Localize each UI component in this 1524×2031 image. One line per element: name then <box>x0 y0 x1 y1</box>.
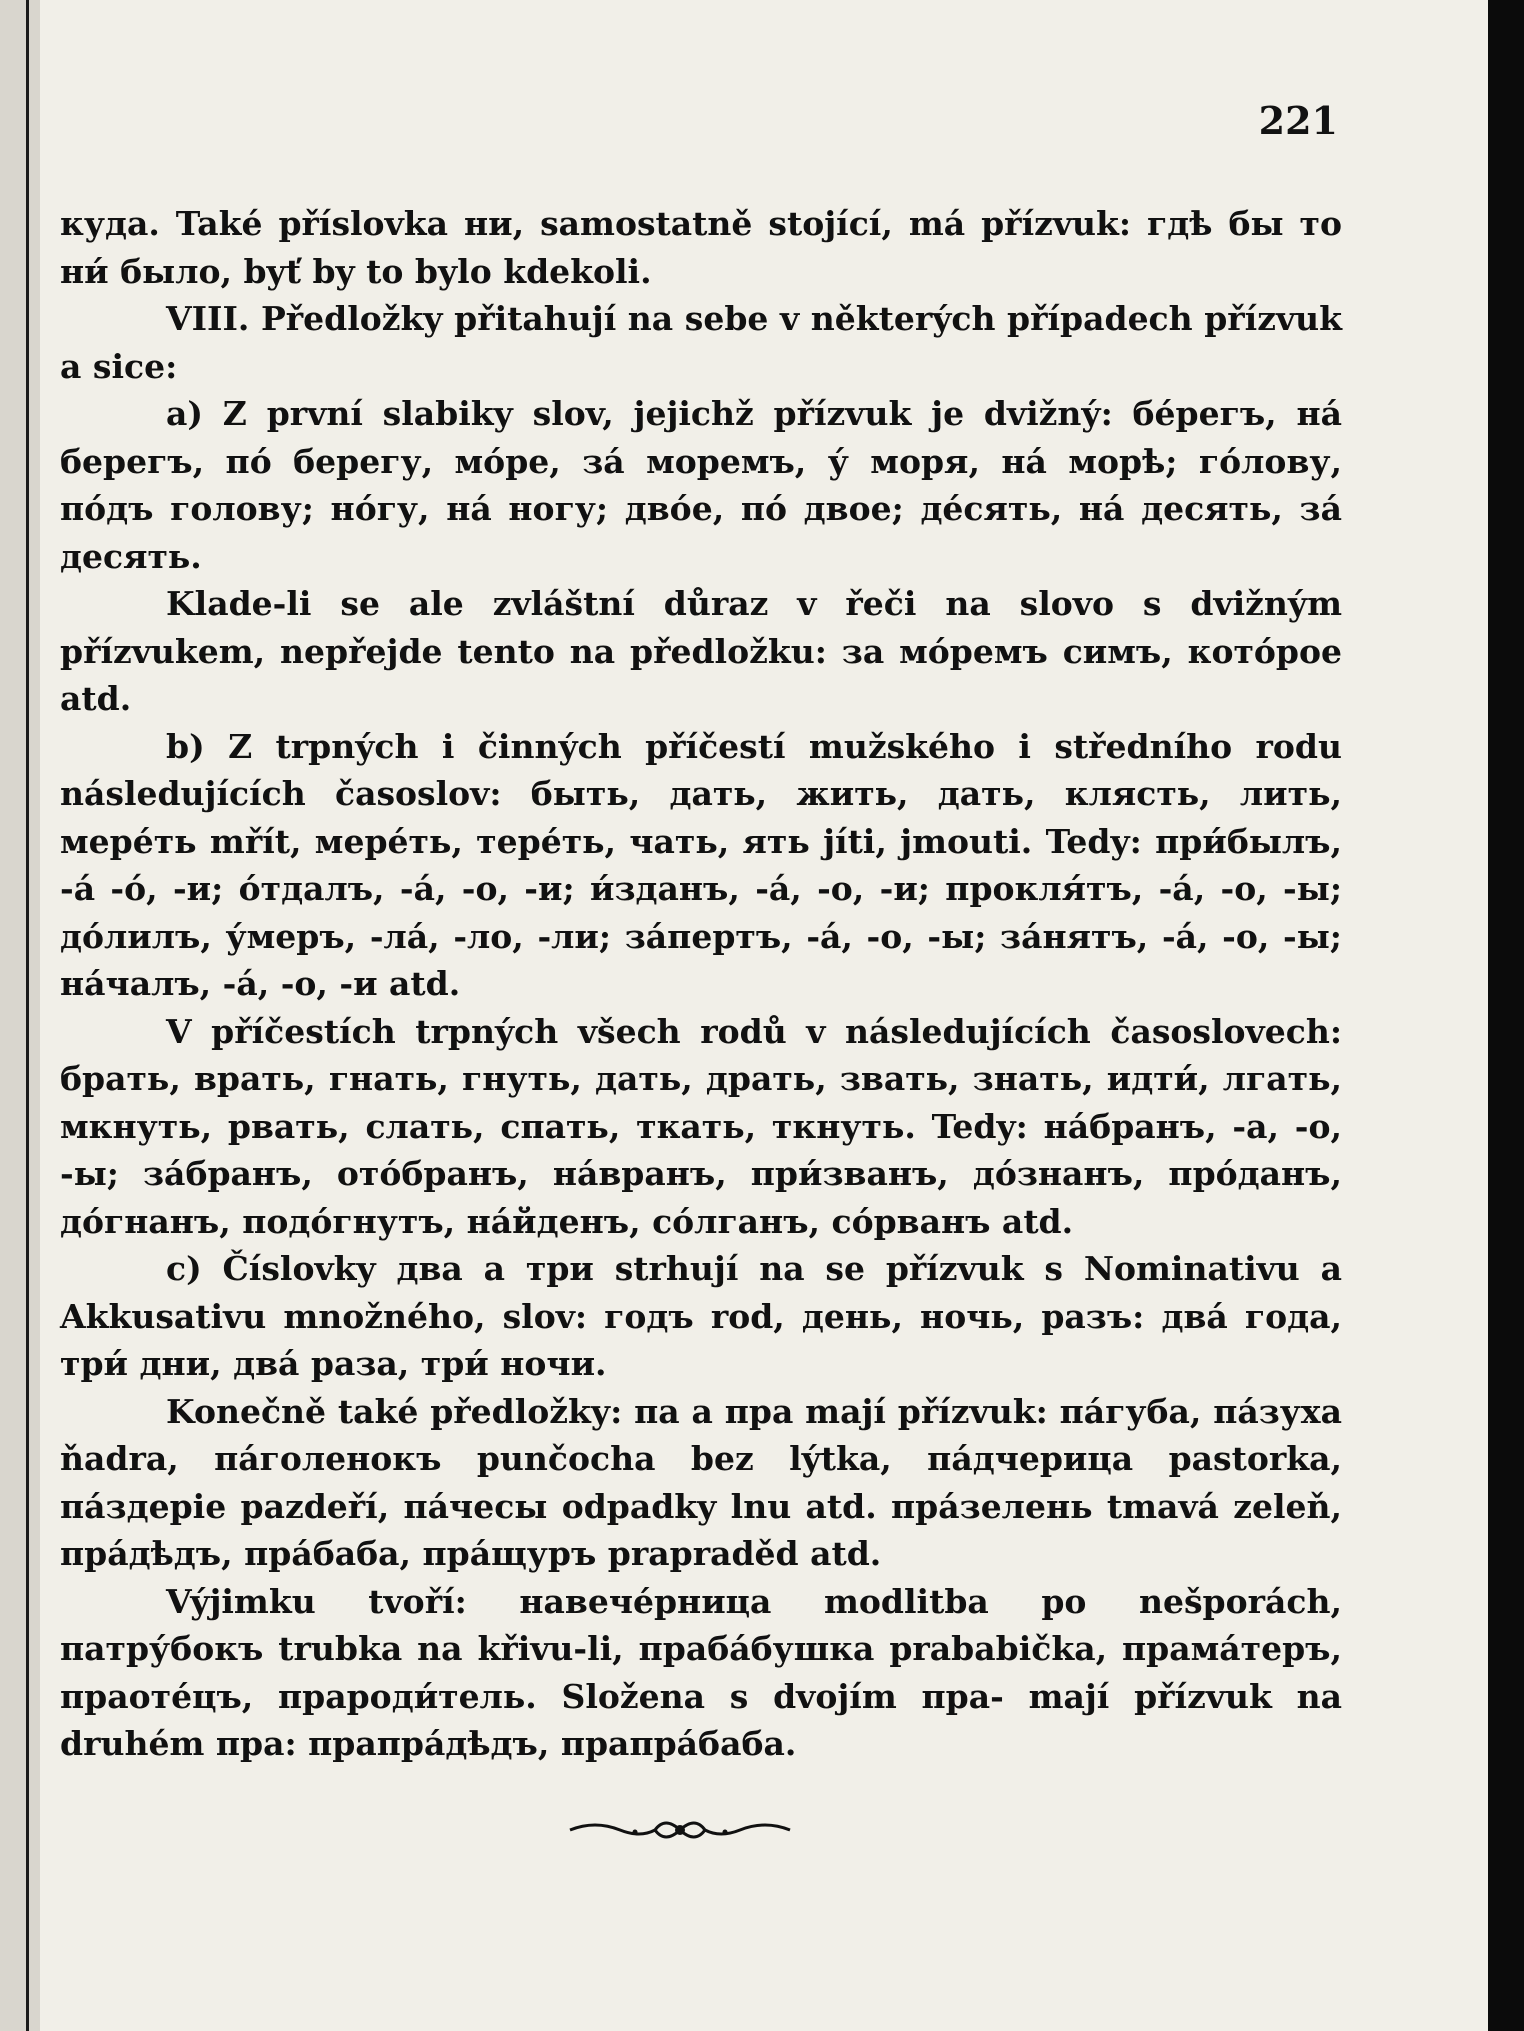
paragraph-emphasis-note: Klade-li se ale zvláštní důraz v řeči na slovo s dvižným přízvukem, nepřejde tento na předložku: за мо́ремъ симъ, кото́рое atd. <box>60 584 1342 718</box>
paragraph-continuation: куда. Také příslovka ни, samostatně stojící, má přízvuk: гдѣ бы то ни́ было, byť by to bylo kdekoli. <box>60 204 1342 291</box>
paragraph-c: c) Číslovky два a три strhují na se přízvuk s Nominativu a Akkusativu množného, slov: годъ rod, день, ночь, разъ: два́ года, три́ дни, два́ раза, три́ ночи. <box>60 1249 1342 1383</box>
page-gutter-line <box>26 0 29 2031</box>
paragraph-prefixes: Konečně také předložky: па a пра mají přízvuk: па́губа, па́зуха ňadra, па́голенокъ punčocha bez lýtka, па́дчерица pastorka, па́здерie pazdeří, па́чесы odpadky lnu atd. пра́зелень tmavá zeleň, пра́дѣдъ, пра́баба, пра́щуръ praprаděd atd. <box>60 1391 1342 1573</box>
paragraph-a: a) Z první slabiky slov, jejichž přízvuk je dvižný: бе́регъ, на́ берегъ, по́ берегу, мо́ре, за́ моремъ, у́ моря, на́ морѣ; го́лову, по́дъ голову; но́гу, на́ ногу; дво́е, по́ двое; де́сять, на́ десять, за́ десять. <box>60 394 1342 576</box>
body-text <box>60 200 1342 1768</box>
page-number: 221 <box>1258 98 1338 143</box>
decorative-swash-ornament-icon <box>565 1810 795 1850</box>
book-page <box>40 0 1488 2031</box>
paragraph-section-viii: VIII. Předložky přitahují na sebe v některých případech přízvuk a sice: <box>60 299 1342 386</box>
right-scan-border <box>1488 0 1524 2031</box>
facing-page-edge <box>0 0 40 2031</box>
paragraph-passive-participles: V příčestích trpných všech rodů v následujících časoslovech: брать, врать, гнать, гнуть, дать, драть, звать, знать, идти́, лгать, мкнуть, рвать, слать, спать, ткать, ткнуть. Tedy: на́бранъ, -а, -о, -ы; за́бранъ, ото́бранъ, на́вранъ, при́званъ, до́знанъ, про́данъ, до́гнанъ, подо́гнутъ, на́йденъ, со́лганъ, со́рванъ atd. <box>60 1011 1342 1241</box>
paragraph-b: b) Z trpných i činných příčestí mužského i středního rodu následujících časoslov: быть, дать, жить, дать, клясть, лить, мере́ть mřít, мере́ть, тере́ть, чать, ять jíti, jmouti. Tedy: при́былъ, -á -ó, -и; о́тдалъ, -á, -о, -и; и́зданъ, -á, -о, -и; прокля́тъ, -á, -о, -ы; до́лилъ, у́меръ, -ла́, -ло, -ли; за́пертъ, -á, -о, -ы; за́нятъ, -á, -о, -ы; на́чалъ, -á, -о, -и atd. <box>60 726 1342 1003</box>
paragraph-exceptions: Výjimku tvoří: навече́рница modlitba po nešporách, патру́бокъ trubka na křivu-li, праба́бушка prababička, прама́теръ, праоте́цъ, прароди́тель. Složena s dvojím пра- mají přízvuk na druhém пра: прапра́дѣдъ, прапра́баба. <box>60 1581 1342 1763</box>
